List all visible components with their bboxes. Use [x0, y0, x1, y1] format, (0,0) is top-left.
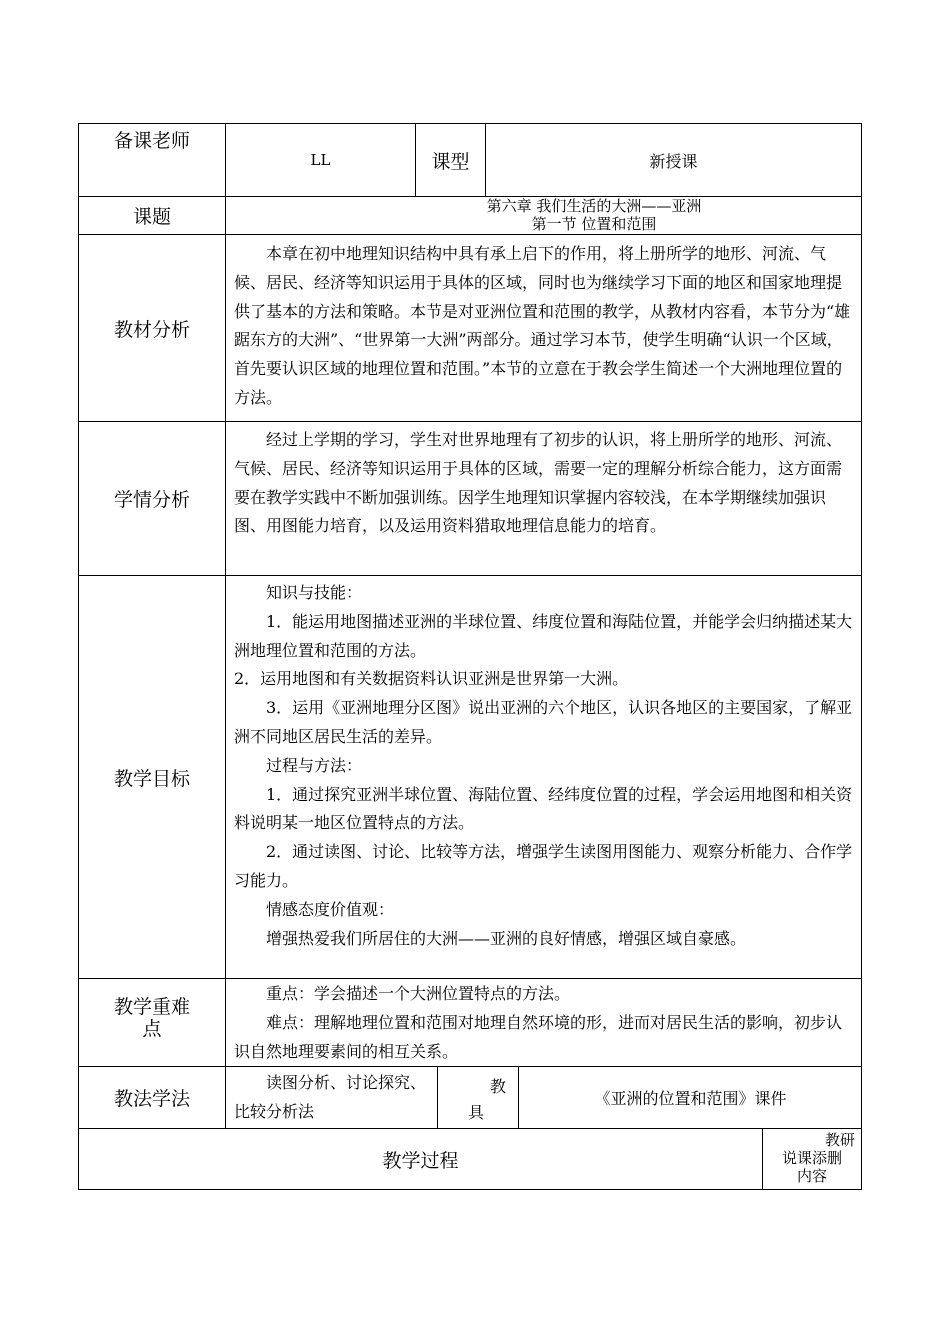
key-points-label-line1: 教学重难: [113, 996, 190, 1018]
goals-process-2: 2．通过读图、讨论、比较等方法，增强学生读图用图能力、观察分析能力、合作学习能力。: [234, 842, 853, 890]
column-divider: [225, 123, 226, 1128]
goals-knowledge-2: 2．运用地图和有关数据资料认识亚洲是世界第一大洲。: [234, 669, 629, 689]
student-analysis-content: [234, 426, 856, 541]
topic-label: 课题: [132, 206, 171, 228]
methods-value: 读图分析、讨论探究、比较分析法: [234, 1073, 427, 1121]
textbook-analysis-text: 本章在初中地理知识结构中具有承上启下的作用，将上册所学的地形、河流、气候、居民、经济等知识运用于具体的区域，同时也为继续学习下面的地区和国家地理提供了基本的方法和策略。本节是对亚洲位置和范围的教学，从教材内容看，本节分为“雄踞东方的大洲”、“世界第一大洲”两部分。通过学习本节，使学生明确“认识一个区域，首先要认识区域的地理位置和范围。”本节的立意在于教会学生简述一个大洲地理位置的方法。: [234, 244, 851, 407]
research-notes-line3: 内容: [796, 1167, 827, 1185]
textbook-analysis-label: 教材分析: [113, 318, 190, 341]
methods-content: [234, 1069, 432, 1127]
key-points-content: [234, 980, 856, 1066]
goals-knowledge-1: 1．能运用地图描述亚洲的半球位置、纬度位置和海陆位置，并能学会归纳描述某大洲地理位置和范围的方法。: [234, 611, 853, 660]
goals-process-1: 1．通过探究亚洲半球位置、海陆位置、经纬度位置的过程，学会运用地图和相关资料说明某一地区位置特点的方法。: [234, 784, 853, 833]
research-notes-line2: 说课添删: [781, 1149, 842, 1167]
teacher-value: LL: [310, 151, 331, 169]
textbook-analysis-content: [234, 240, 856, 413]
student-analysis-text: 经过上学期的学习，学生对世界地理有了初步的认识，将上册所学的地形、河流、气候、居民、经济等知识运用于具体的区域，需要一定的理解分析综合能力，这方面需要在教学实践中不断加强训练。因学生地理知识掌握内容较浅，在本学期继续加强识图、用图能力培育，以及运用资料猎取地理信息能力的培育。: [234, 430, 843, 536]
tools-label: [438, 1074, 518, 1126]
student-analysis-label: 学情分析: [113, 489, 190, 511]
goals-emotion-title: 情感态度价值观：: [266, 899, 395, 919]
teacher-label: 备课老师: [113, 130, 190, 152]
goals-knowledge-3: 3．运用《亚洲地理分区图》说出亚洲的六个地区，认识各地区的主要国家，了解亚洲不同地区居民生活的差异。: [234, 698, 853, 746]
goals-process-title: 过程与方法：: [266, 755, 363, 775]
key-points-label: [79, 996, 225, 1040]
lesson-type-value: 新授课: [649, 151, 698, 171]
teaching-goals-content: [234, 579, 856, 953]
lesson-type-label: 课型: [431, 150, 470, 173]
key-points-label-line2: 点: [142, 1018, 162, 1040]
teaching-process-label: 教学过程: [382, 1149, 459, 1172]
methods-label: 教法学法: [113, 1088, 190, 1110]
topic-value: [226, 197, 862, 234]
tools-value: 《亚洲的位置和范围》课件: [594, 1089, 787, 1108]
goals-knowledge-title: 知识与技能：: [266, 583, 363, 602]
research-notes-line1: 教研: [824, 1131, 855, 1149]
difficult-point-text: 难点：理解地理位置和范围对地理自然环境的形，进而对居民生活的影响，初步认识自然地理要素间的相互关系。: [234, 1012, 843, 1061]
key-point-text: 重点：学会描述一个大洲位置特点的方法。: [266, 984, 571, 1003]
topic-section: 第一节 位置和范围: [531, 215, 657, 233]
row-divider: [78, 978, 862, 979]
tools-label-line2: 具: [468, 1103, 485, 1122]
tools-label-line1: 教: [490, 1077, 507, 1096]
goals-emotion-1: 增强热爱我们所居住的大洲——亚洲的良好情感，增强区域自豪感。: [266, 928, 747, 948]
topic-chapter: 第六章 我们生活的大洲——亚洲: [486, 197, 702, 215]
research-notes-header: [763, 1131, 861, 1185]
teaching-goals-label: 教学目标: [113, 767, 190, 790]
